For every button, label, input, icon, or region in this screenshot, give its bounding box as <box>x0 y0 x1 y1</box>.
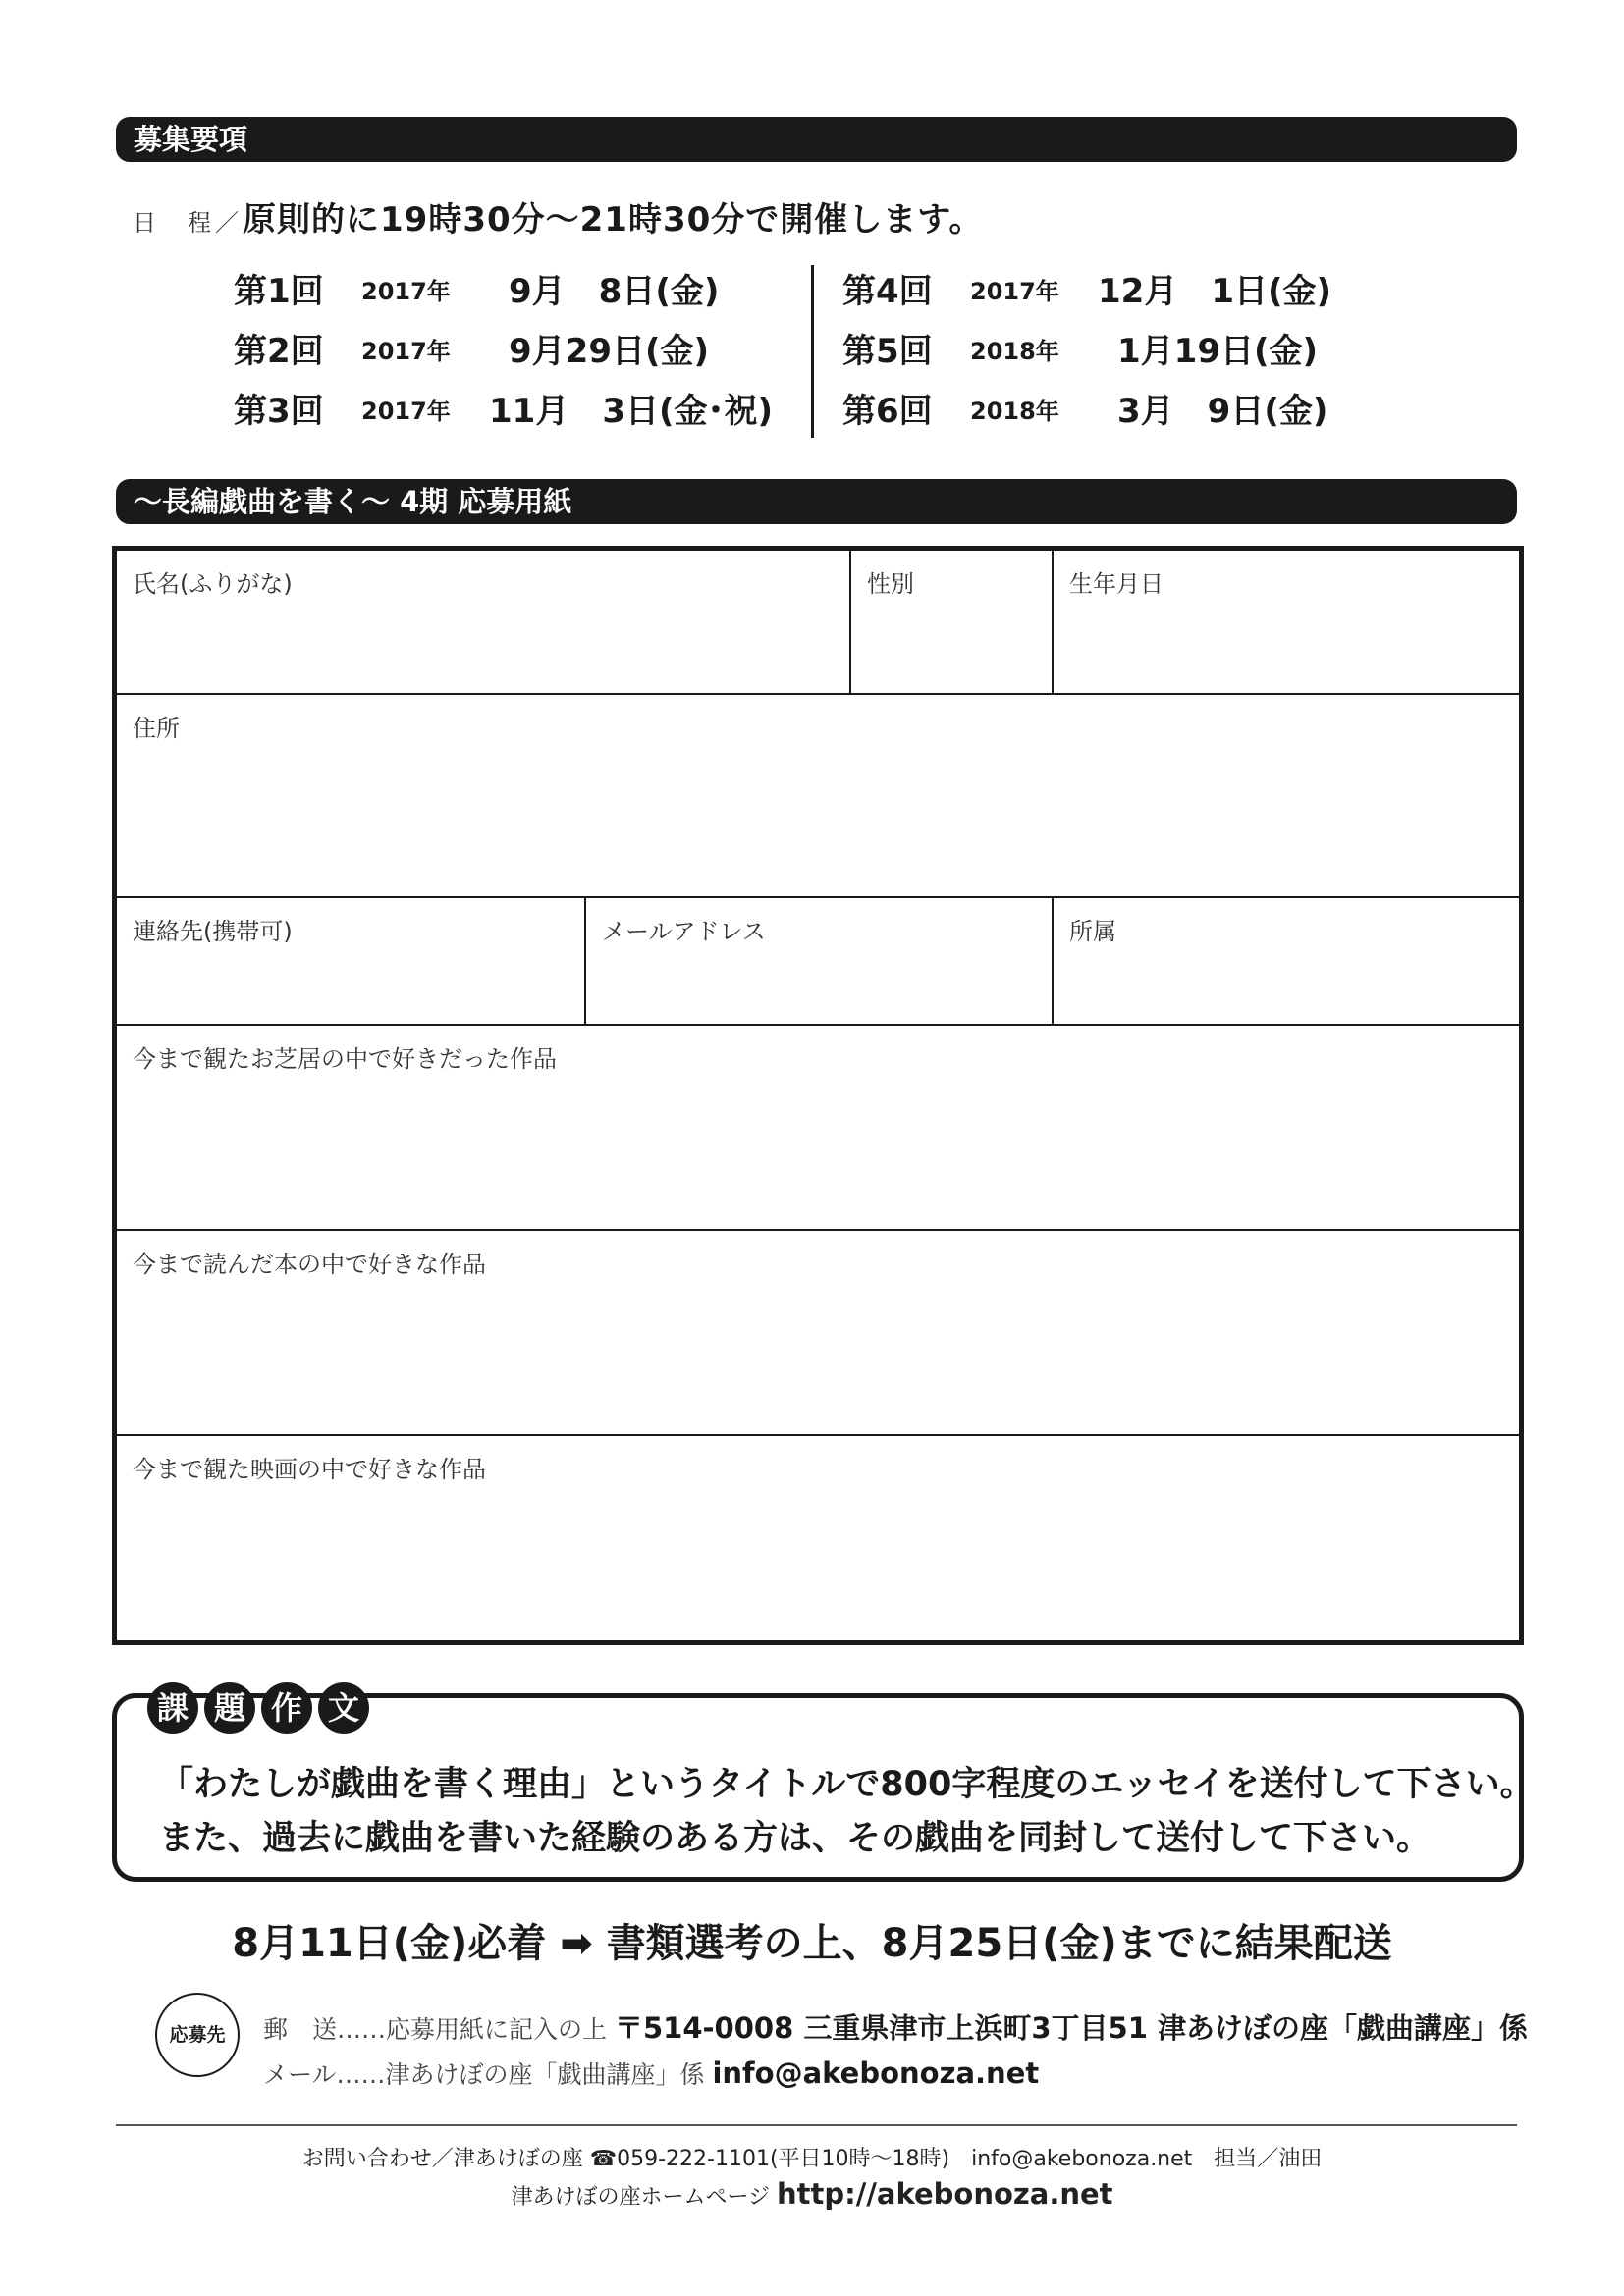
session-number: 第1回 <box>234 272 324 311</box>
postal-application-line <box>263 2006 1528 2047</box>
session-year: 2017年 <box>361 278 451 305</box>
field-label: メールアドレス <box>602 918 766 945</box>
section-title: 募集要項 <box>134 123 248 156</box>
column-divider <box>811 265 814 438</box>
name-field[interactable] <box>117 551 851 695</box>
session-number: 第4回 <box>842 272 933 311</box>
session-number: 第5回 <box>842 332 933 371</box>
session-number: 第3回 <box>234 392 324 431</box>
email-address-link[interactable]: info@akebonoza.net <box>712 2056 1040 2090</box>
email-label: メール……津あけぼの座「戯曲講座」係 <box>263 2060 705 2089</box>
section-title: 〜長編戯曲を書く〜 4期 応募用紙 <box>134 485 572 518</box>
homepage-line <box>0 2177 1624 2211</box>
field-label: 性別 <box>867 570 914 598</box>
deadline-line <box>0 1912 1624 1968</box>
schedule-line <box>133 192 984 240</box>
badge-char: 課 <box>147 1682 198 1734</box>
field-label: 氏名(ふりがな) <box>133 570 293 598</box>
field-label: 生年月日 <box>1069 570 1164 598</box>
postal-label: 郵 送……応募用紙に記入の上 <box>263 2015 608 2044</box>
section-header-application-form <box>116 479 1517 524</box>
session-date: 11月 3日(金･祝) <box>489 392 774 431</box>
favorite-movie-field[interactable] <box>117 1436 1519 1640</box>
session-date: 9月29日(金) <box>509 332 710 371</box>
session-date: 9月 8日(金) <box>509 272 720 311</box>
session-date: 12月 1日(金) <box>1098 272 1332 311</box>
field-label: 所属 <box>1069 918 1116 945</box>
session-year: 2017年 <box>361 338 451 365</box>
application-form <box>112 546 1524 1645</box>
session-date: 3月 9日(金) <box>1117 392 1328 431</box>
address-field[interactable] <box>117 695 1519 898</box>
schedule-label: 日 程／ <box>133 209 243 237</box>
postal-address: 〒514-0008 三重県津市上浜町3丁目51 津あけぼの座「戯曲講座」係 <box>614 2011 1528 2045</box>
session-number: 第6回 <box>842 392 933 431</box>
session-year: 2018年 <box>970 398 1059 425</box>
email-field[interactable] <box>586 898 1054 1026</box>
inquiry-line: お問い合わせ／津あけぼの座 ☎059-222-1101(平日10時〜18時) info@akebonoza.net 担当／油田 <box>301 2147 1323 2171</box>
affiliation-field[interactable] <box>1054 898 1519 1026</box>
homepage-label: 津あけぼの座ホームページ <box>511 2185 770 2210</box>
schedule-text: 原則的に19時30分〜21時30分で開催します。 <box>243 200 984 240</box>
session-year: 2017年 <box>970 278 1059 305</box>
arrow-right-icon: ➡ <box>560 1921 593 1966</box>
email-application-line <box>263 2056 1039 2091</box>
field-label: 今まで読んだ本の中で好きな作品 <box>133 1251 486 1278</box>
badge-char: 文 <box>318 1682 369 1734</box>
session-year: 2017年 <box>361 398 451 425</box>
session-number: 第2回 <box>234 332 324 371</box>
favorite-play-field[interactable] <box>117 1026 1519 1231</box>
homepage-link[interactable]: http://akebonoza.net <box>777 2177 1113 2211</box>
essay-instruction-2: また、過去に戯曲を書いた経験のある方は、その戯曲を同封して送付して下さい。 <box>159 1819 1432 1858</box>
session-year: 2018年 <box>970 338 1059 365</box>
badge-char: 題 <box>204 1682 255 1734</box>
deadline-date: 8月11日(金)必着 <box>232 1921 547 1966</box>
badge-char: 作 <box>261 1682 312 1734</box>
field-label: 連絡先(携帯可) <box>133 918 293 945</box>
apply-to-stamp: 応募先 <box>155 1993 240 2077</box>
phone-field[interactable] <box>117 898 586 1026</box>
field-label: 住所 <box>133 715 180 742</box>
section-header-recruitment <box>116 117 1517 162</box>
field-label: 今まで観たお芝居の中で好きだった作品 <box>133 1045 557 1073</box>
session-date: 1月19日(金) <box>1117 332 1319 371</box>
result-notice: 書類選考の上、8月25日(金)までに結果配送 <box>606 1921 1392 1966</box>
essay-instruction-1: 「わたしが戯曲を書く理由」というタイトルで800字程度のエッセイを送付して下さい。 <box>159 1765 1535 1804</box>
field-label: 今まで観た映画の中で好きな作品 <box>133 1456 486 1483</box>
gender-field[interactable] <box>851 551 1054 695</box>
footer-divider <box>116 2124 1517 2126</box>
favorite-book-field[interactable] <box>117 1231 1519 1436</box>
birthdate-field[interactable] <box>1054 551 1519 695</box>
